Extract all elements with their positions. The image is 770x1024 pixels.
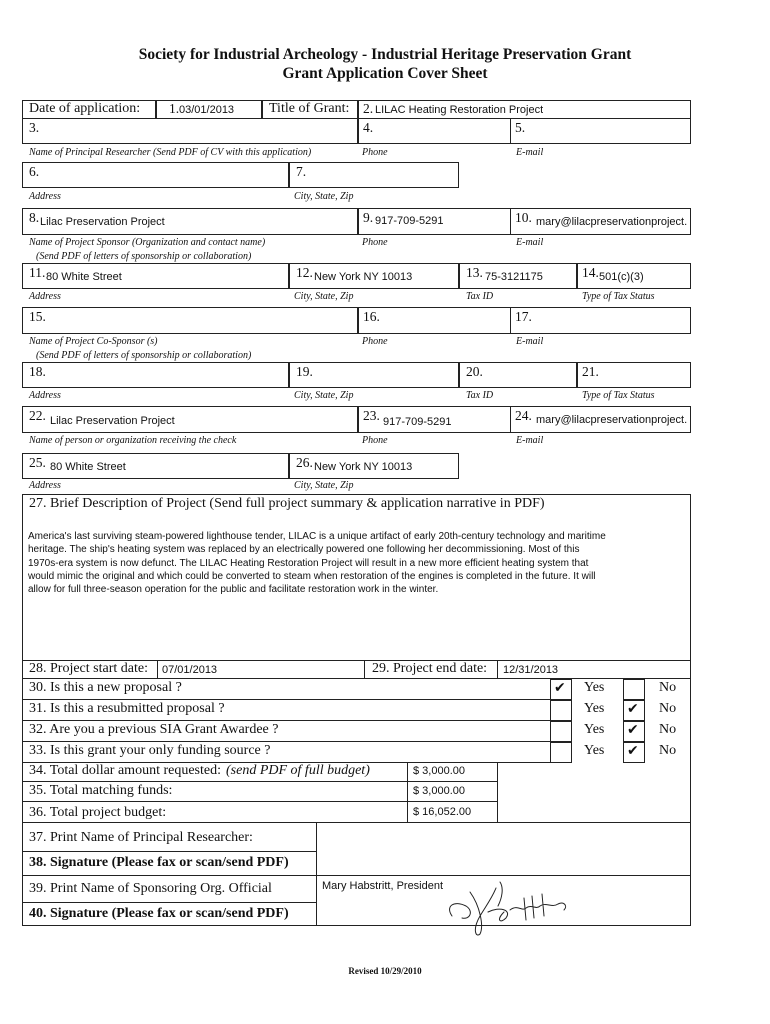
caption-tax-status: Type of Tax Status [582,291,655,302]
divider [407,762,408,822]
matching-funds-label: 35. Total matching funds: [29,783,173,798]
amount-requested-note: (send PDF of full budget) [226,763,370,778]
field-number-21: 21. [582,364,599,379]
cosponsor-email-field[interactable] [510,307,691,334]
caption-tax-status: Type of Tax Status [582,390,655,401]
no-label: No [659,680,677,695]
field-number-7: 7. [296,164,307,179]
sponsor-taxstatus-value: 501(c)(3) [599,271,644,283]
yes-label: Yes [584,722,605,737]
recipient-email-field[interactable] [510,406,691,433]
description-line: America's last surviving steam-powered lighthouse tender, LILAC is a unique artifact of early 20th-century technology and maritime [28,531,606,542]
no-label: No [659,743,677,758]
field-number-4: 4. [363,120,374,135]
field-number-12: 12. [296,265,313,280]
official-signature-label: 40. Signature (Please fax or scan/send PDF) [29,906,289,921]
field-number-3: 3. [29,120,40,135]
sponsor-name-value: Lilac Preservation Project [40,216,165,228]
caption-check-recipient: Name of person or organization receiving the check [29,435,237,446]
official-name-label: 39. Print Name of Sponsoring Org. Official [29,881,272,896]
no-checkbox[interactable] [623,700,645,721]
caption-cosponsor-note: (Send PDF of letters of sponsorship or collaboration) [36,350,252,361]
caption-cosponsor: Name of Project Co-Sponsor (s) [29,336,158,347]
field-number-20: 20. [466,364,483,379]
divider [22,875,691,876]
caption-tax-id: Tax ID [466,390,494,401]
principal-city-field[interactable] [289,162,459,188]
amount-requested-label: 34. Total dollar amount requested: [29,763,221,778]
total-budget-value[interactable]: $ 16,052.00 [413,806,472,818]
sponsor-taxid-field[interactable] [459,263,577,289]
caption-city: City, State, Zip [294,390,354,401]
caption-phone: Phone [362,147,388,158]
principal-name-label: 37. Print Name of Principal Researcher: [29,830,253,845]
caption-sponsor: Name of Project Sponsor (Organization and contact name) [29,237,266,248]
field-number-15: 15. [29,309,46,324]
caption-sponsor-note: (Send PDF of letters of sponsorship or collaboration) [36,251,252,262]
divider [22,851,316,852]
description-line: allow for full three-season operation for the public and facilitate restoration work in the winter. [28,584,439,596]
sponsor-taxstatus-field[interactable] [577,263,691,289]
no-checkbox[interactable] [623,679,645,700]
grant-title-value: LILAC Heating Restoration Project [375,104,544,116]
sponsor-email-field[interactable] [510,208,691,235]
start-date-value: 07/01/2013 [162,664,218,676]
caption-phone: Phone [362,336,388,347]
sponsor-city-field[interactable] [289,263,459,289]
recipient-city-value: New York NY 10013 [314,461,413,473]
divider [22,741,572,742]
matching-funds-value[interactable]: $ 3,000.00 [413,785,465,797]
handwritten-signature [440,876,580,938]
cosponsor-phone-field[interactable] [358,307,511,334]
caption-address: Address [29,191,61,202]
recipient-address-value: 80 White Street [50,461,126,473]
no-label: No [659,701,677,716]
question-label: 32. Are you a previous SIA Grant Awardee ? [29,722,279,737]
principal-phone-field[interactable] [358,118,511,144]
form-subtitle: Grant Application Cover Sheet [282,65,488,82]
divider [22,781,497,782]
grant-title-field[interactable] [358,100,691,119]
form-title: Society for Industrial Archeology - Industrial Heritage Preservation Grant [138,46,632,63]
recipient-city-field[interactable] [289,453,459,479]
no-label: No [659,722,677,737]
caption-email: E-mail [516,237,544,248]
sponsor-city-value: New York NY 10013 [314,271,413,283]
caption-email: E-mail [516,435,544,446]
date-label: Date of application: [29,101,141,116]
date-value: 03/01/2013 [179,104,235,116]
field-number-10: 10. [515,210,532,225]
no-checkbox[interactable] [623,721,645,742]
principal-email-field[interactable] [510,118,691,144]
recipient-address-field[interactable] [22,453,289,479]
caption-email: E-mail [516,336,544,347]
field-number-2: 2. [363,101,374,116]
field-number-17: 17. [515,309,532,324]
field-number-22: 22. [29,408,46,423]
amount-requested-value[interactable]: $ 3,000.00 [413,765,465,777]
checkmark-icon: ✔ [554,680,566,696]
field-number-25: 25. [29,455,46,470]
description-label: 27. Brief Description of Project (Send full project summary & application narrative in PDF) [29,496,545,511]
field-number-11: 11. [29,265,46,280]
date-field[interactable] [156,100,262,119]
field-number-14: 14. [582,265,599,280]
divider [22,902,316,903]
start-date-label: 28. Project start date: [29,661,148,676]
principal-name-field[interactable] [318,823,690,850]
cosponsor-taxstatus-field[interactable] [577,362,691,388]
caption-city: City, State, Zip [294,480,354,491]
check-recipient-value: Lilac Preservation Project [50,415,175,427]
principal-signature-label: 38. Signature (Please fax or scan/send PDF) [29,855,289,870]
end-date-label: 29. Project end date: [372,661,488,676]
caption-tax-id: Tax ID [466,291,494,302]
sponsor-phone-field[interactable] [358,208,511,235]
caption-phone: Phone [362,435,388,446]
no-checkbox[interactable] [623,742,645,763]
recipient-phone-value: 917-709-5291 [383,416,452,428]
divider [497,762,498,822]
checkmark-icon: ✔ [627,743,639,759]
caption-city: City, State, Zip [294,191,354,202]
yes-checkbox[interactable] [550,742,572,763]
caption-address: Address [29,291,61,302]
cosponsor-name-field[interactable] [22,307,358,334]
yes-label: Yes [584,680,605,695]
field-number-24: 24. [515,408,532,423]
field-number-8: 8. [29,210,40,225]
checkmark-icon: ✔ [627,722,639,738]
divider [316,822,317,926]
caption-address: Address [29,390,61,401]
end-date-field[interactable] [497,661,691,679]
field-number-13: 13. [466,265,483,280]
field-number-5: 5. [515,120,526,135]
description-line: heritage. The ship's heating system was replaced by an electrically powered one following her decommissioning. Most of this [28,544,580,556]
caption-phone: Phone [362,237,388,248]
yes-checkbox[interactable] [550,721,572,742]
yes-label: Yes [584,743,605,758]
grant-title-label-cell [262,100,358,119]
cosponsor-address-field[interactable] [22,362,289,388]
end-date-value: 12/31/2013 [503,664,559,676]
check-recipient-field[interactable] [22,406,358,433]
start-date-field[interactable] [157,661,365,679]
sponsor-name-field[interactable] [22,208,358,235]
description-line: 1970s-era system is now defunct. The LILAC Heating Restoration Project will result in a new more efficient heating system that [28,557,589,569]
recipient-phone-field[interactable] [358,406,511,433]
cosponsor-city-field[interactable] [289,362,459,388]
field-number-26: 26. [296,455,313,470]
divider [22,699,572,700]
date-label-cell [22,100,156,119]
divider [22,720,572,721]
yes-checkbox[interactable] [550,679,572,700]
recipient-email-value: mary@lilacpreservationproject. [536,414,688,426]
field-number-9: 9. [363,210,374,225]
caption-principal: Name of Principal Researcher (Send PDF of CV with this application) [29,147,312,158]
field-number-16: 16. [363,309,380,324]
field-number-23: 23. [363,408,380,423]
yes-checkbox[interactable] [550,700,572,721]
question-label: 31. Is this a resubmitted proposal ? [29,701,225,716]
field-number-18: 18. [29,364,46,379]
sponsor-phone-value: 917-709-5291 [375,215,444,227]
caption-email: E-mail [516,147,544,158]
checkmark-icon: ✔ [627,701,639,717]
principal-signature-field[interactable] [318,852,690,874]
revision-date: Revised 10/29/2010 [348,966,422,976]
yes-label: Yes [584,701,605,716]
field-number-1: 1. [169,101,180,116]
grant-title-label: Title of Grant: [269,101,350,116]
official-name-value[interactable]: Mary Habstritt, President [322,880,444,892]
caption-city: City, State, Zip [294,291,354,302]
principal-researcher-field[interactable] [22,118,358,144]
field-number-6: 6. [29,164,40,179]
divider [22,801,497,802]
cosponsor-taxid-field[interactable] [459,362,577,388]
question-label: 30. Is this a new proposal ? [29,680,182,695]
caption-address: Address [29,480,61,491]
description-line: would mimic the original and which could be converted to steam when restoration of the engines is completed in the future. It will [28,570,596,582]
sponsor-taxid-value: 75-3121175 [485,271,543,283]
principal-address-field[interactable] [22,162,289,188]
total-budget-label: 36. Total project budget: [29,805,167,820]
field-number-19: 19. [296,364,313,379]
sponsor-email-value: mary@lilacpreservationproject. [536,216,688,228]
sponsor-address-field[interactable] [22,263,289,289]
sponsor-address-value: 80 White Street [46,271,122,283]
question-label: 33. Is this grant your only funding source ? [29,743,271,758]
